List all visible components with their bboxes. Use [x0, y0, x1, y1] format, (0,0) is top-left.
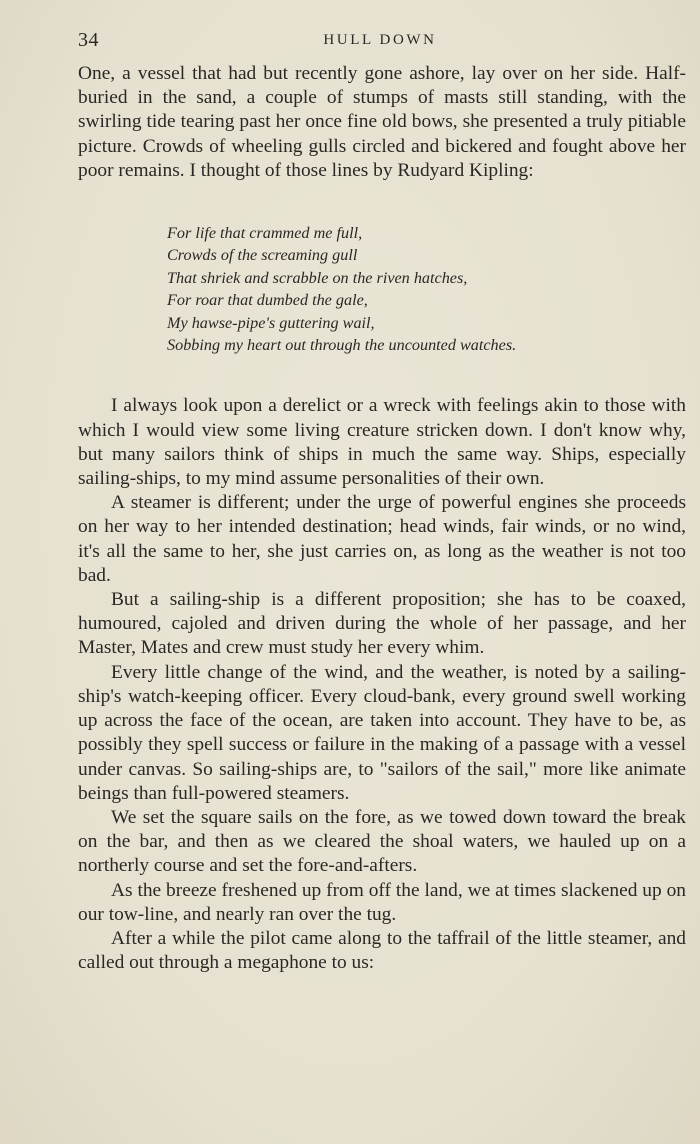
paragraph-square-sails: We set the square sails on the fore, as we towed down toward the break on the bar, and then as we cleared the shoal waters, we hauled up on a northerly course and set the fore-and-afters.: [78, 806, 686, 877]
poem-line: That shriek and scrabble on the riven hatches,: [167, 268, 468, 287]
paragraph-sailing-ship: But a sailing-ship is a different proposition; she has to be coaxed, humoured, cajoled and driven during the whole of her passage, and her Master, Mates and crew must study her every whim.: [78, 589, 686, 659]
poem-line: Crowds of the screaming gull: [167, 246, 358, 265]
paragraph-pilot: After a while the pilot came along to the taffrail of the little steamer, and called out through a megaphone to us:: [78, 927, 686, 974]
paragraph-steamer: A steamer is different; under the urge of powerful engines she proceeds on her way to her intended destination; head winds, fair winds, or no wind, it's all the same to her, she just carries on, as long as the weather is not too bad.: [78, 492, 686, 586]
page-number: 34: [78, 29, 99, 51]
poem-line: Sobbing my heart out through the uncounted watches.: [167, 336, 517, 355]
poem-line: For life that crammed me full,: [167, 224, 363, 243]
poem-line: For roar that dumbed the gale,: [167, 291, 368, 310]
poem-line: My hawse-pipe's guttering wail,: [167, 313, 375, 332]
kipling-poem: [167, 222, 686, 356]
paragraph-weather: Every little change of the wind, and the weather, is noted by a sailing-ship's watch-keeping officer. Every cloud-bank, every ground swell working up across the face of the ocean, are taken into account. They have to be, as possibly they spell success or failure in the making of a passage with a vessel under canvas. So sailing-ships are, to "sailors of the sail," more like animate beings than full-powered steamers.: [78, 661, 686, 804]
body-text: [78, 62, 686, 975]
paragraph-opening: One, a vessel that had but recently gone ashore, lay over on her side. Half-buried in the sand, a couple of stumps of masts still standing, with the swirling tide tearing past her once fine old bows, she presented a truly pitiable picture. Crowds of wheeling gulls circled and bickered and fought above her poor remains. I thought of those lines by Rudyard Kipling:: [78, 63, 686, 181]
running-head: HULL DOWN: [323, 32, 437, 48]
paragraph-derelict: I always look upon a derelict or a wreck with feelings akin to those with which I would view some living creature stricken down. I don't know why, but many sailors think of ships in much the same way. Ships, especially sailing-ships, to my mind assume personalities of their own.: [78, 395, 686, 490]
page-header: [78, 29, 686, 55]
paragraph-breeze: As the breeze freshened up from off the land, we at times slackened up on our tow-line, and nearly ran over the tug.: [78, 879, 686, 925]
